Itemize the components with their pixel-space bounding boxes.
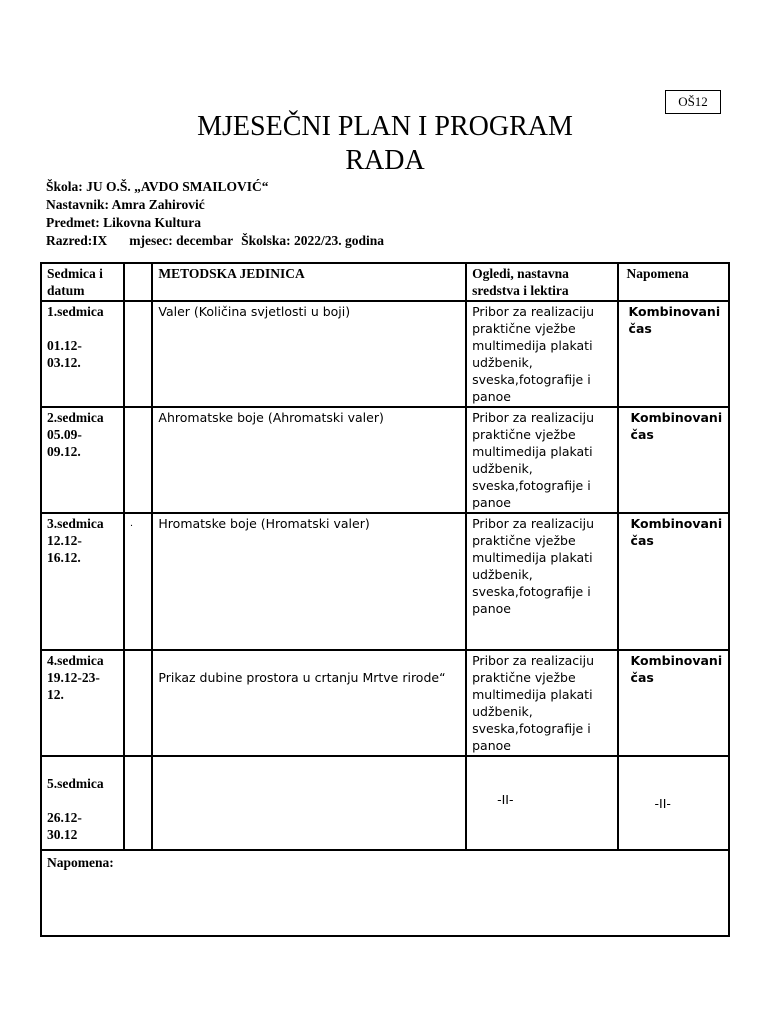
week-date-end: 12.: [47, 687, 64, 702]
week-cell: [41, 407, 124, 513]
week-date-start: 01.12-: [47, 338, 82, 353]
title-line-2: RADA: [345, 145, 425, 176]
school-line: Škola: JU O.Š. „AVDO SMAILOVIĆ“: [46, 179, 269, 194]
grade-value: Razred:IX: [46, 233, 108, 248]
notes-row: [41, 850, 729, 936]
month-value: mjesec: decembar: [129, 233, 234, 248]
note-cell: Kombinovani čas: [618, 650, 729, 756]
blank-cell: [124, 650, 152, 756]
subject-line: Predmet: Likovna Kultura: [46, 215, 201, 230]
title-line-1: MJESEČNI PLAN I PROGRAM: [197, 111, 573, 142]
week-date-start: 12.12-: [47, 533, 82, 548]
week-date-start: 19.12-23-: [47, 670, 100, 685]
table-row: [41, 650, 729, 756]
week-cell: [41, 513, 124, 650]
header-means: Ogledi, nastavna sredstva i lektira: [466, 263, 617, 301]
unit-cell: Hromatske boje (Hromatski valer): [152, 513, 466, 650]
week-date-end: 03.12.: [47, 355, 81, 370]
notes-label: Napomena:: [47, 855, 114, 870]
blank-cell: .: [124, 513, 152, 650]
means-cell: Pribor za realizaciju praktične vježbe multimedija plakati udžbenik, sveska,fotografije i panoe: [466, 301, 617, 407]
blank-cell: [124, 301, 152, 407]
week-cell: [41, 650, 124, 756]
unit-cell: [152, 650, 466, 756]
unit-text: Prikaz dubine prostora u crtanju Mrtve rirode“: [158, 670, 446, 685]
school-year-value: Školska: 2022/23. godina: [241, 233, 384, 248]
document-meta: [46, 178, 384, 250]
week-cell: [41, 301, 124, 407]
week-label: 1.sedmica: [47, 304, 104, 319]
blank-cell: [124, 407, 152, 513]
note-ditto: -II-: [654, 796, 671, 811]
table-row: [41, 513, 729, 650]
table-row: [41, 407, 729, 513]
unit-cell: Ahromatske boje (Ahromatski valer): [152, 407, 466, 513]
header-note: Napomena: [618, 263, 729, 301]
week-date-end: 09.12.: [47, 444, 81, 459]
week-label: 5.sedmica: [47, 776, 104, 791]
week-date-end: 16.12.: [47, 550, 81, 565]
week-cell: [41, 756, 124, 850]
page-title: [130, 110, 640, 178]
week-label: 4.sedmica: [47, 653, 104, 668]
blank-cell: [124, 756, 152, 850]
grade-line: [46, 232, 384, 250]
note-cell: Kombinovani čas: [618, 407, 729, 513]
note-cell: Kombinovani čas: [618, 513, 729, 650]
week-label: 2.sedmica: [47, 410, 104, 425]
week-date-start: 05.09-: [47, 427, 82, 442]
means-cell: Pribor za realizaciju praktične vježbe multimedija plakati udžbenik, sveska,fotografije i panoe: [466, 513, 617, 650]
header-blank: [124, 263, 152, 301]
table-row: [41, 756, 729, 850]
header-week: Sedmica i datum: [41, 263, 124, 301]
means-cell: Pribor za realizaciju praktične vježbe multimedija plakati udžbenik, sveska,fotografije i panoe: [466, 650, 617, 756]
form-code-badge: OŠ12: [665, 90, 721, 114]
notes-cell: [41, 850, 729, 936]
monthly-plan-table: [40, 262, 730, 937]
note-cell: Kombinovani čas: [618, 301, 729, 407]
note-cell: [618, 756, 729, 850]
means-ditto: -II-: [497, 792, 514, 807]
means-cell: Pribor za realizaciju praktične vježbe multimedija plakati udžbenik, sveska,fotografije i panoe: [466, 407, 617, 513]
week-label: 3.sedmica: [47, 516, 104, 531]
table-row: [41, 301, 729, 407]
means-cell: [466, 756, 617, 850]
unit-cell: [152, 756, 466, 850]
week-date-start: 26.12-: [47, 810, 82, 825]
teacher-line: Nastavnik: Amra Zahirović: [46, 197, 205, 212]
table-header-row: [41, 263, 729, 301]
header-unit: METODSKA JEDINICA: [152, 263, 466, 301]
week-date-end: 30.12: [47, 827, 78, 842]
unit-cell: Valer (Količina svjetlosti u boji): [152, 301, 466, 407]
